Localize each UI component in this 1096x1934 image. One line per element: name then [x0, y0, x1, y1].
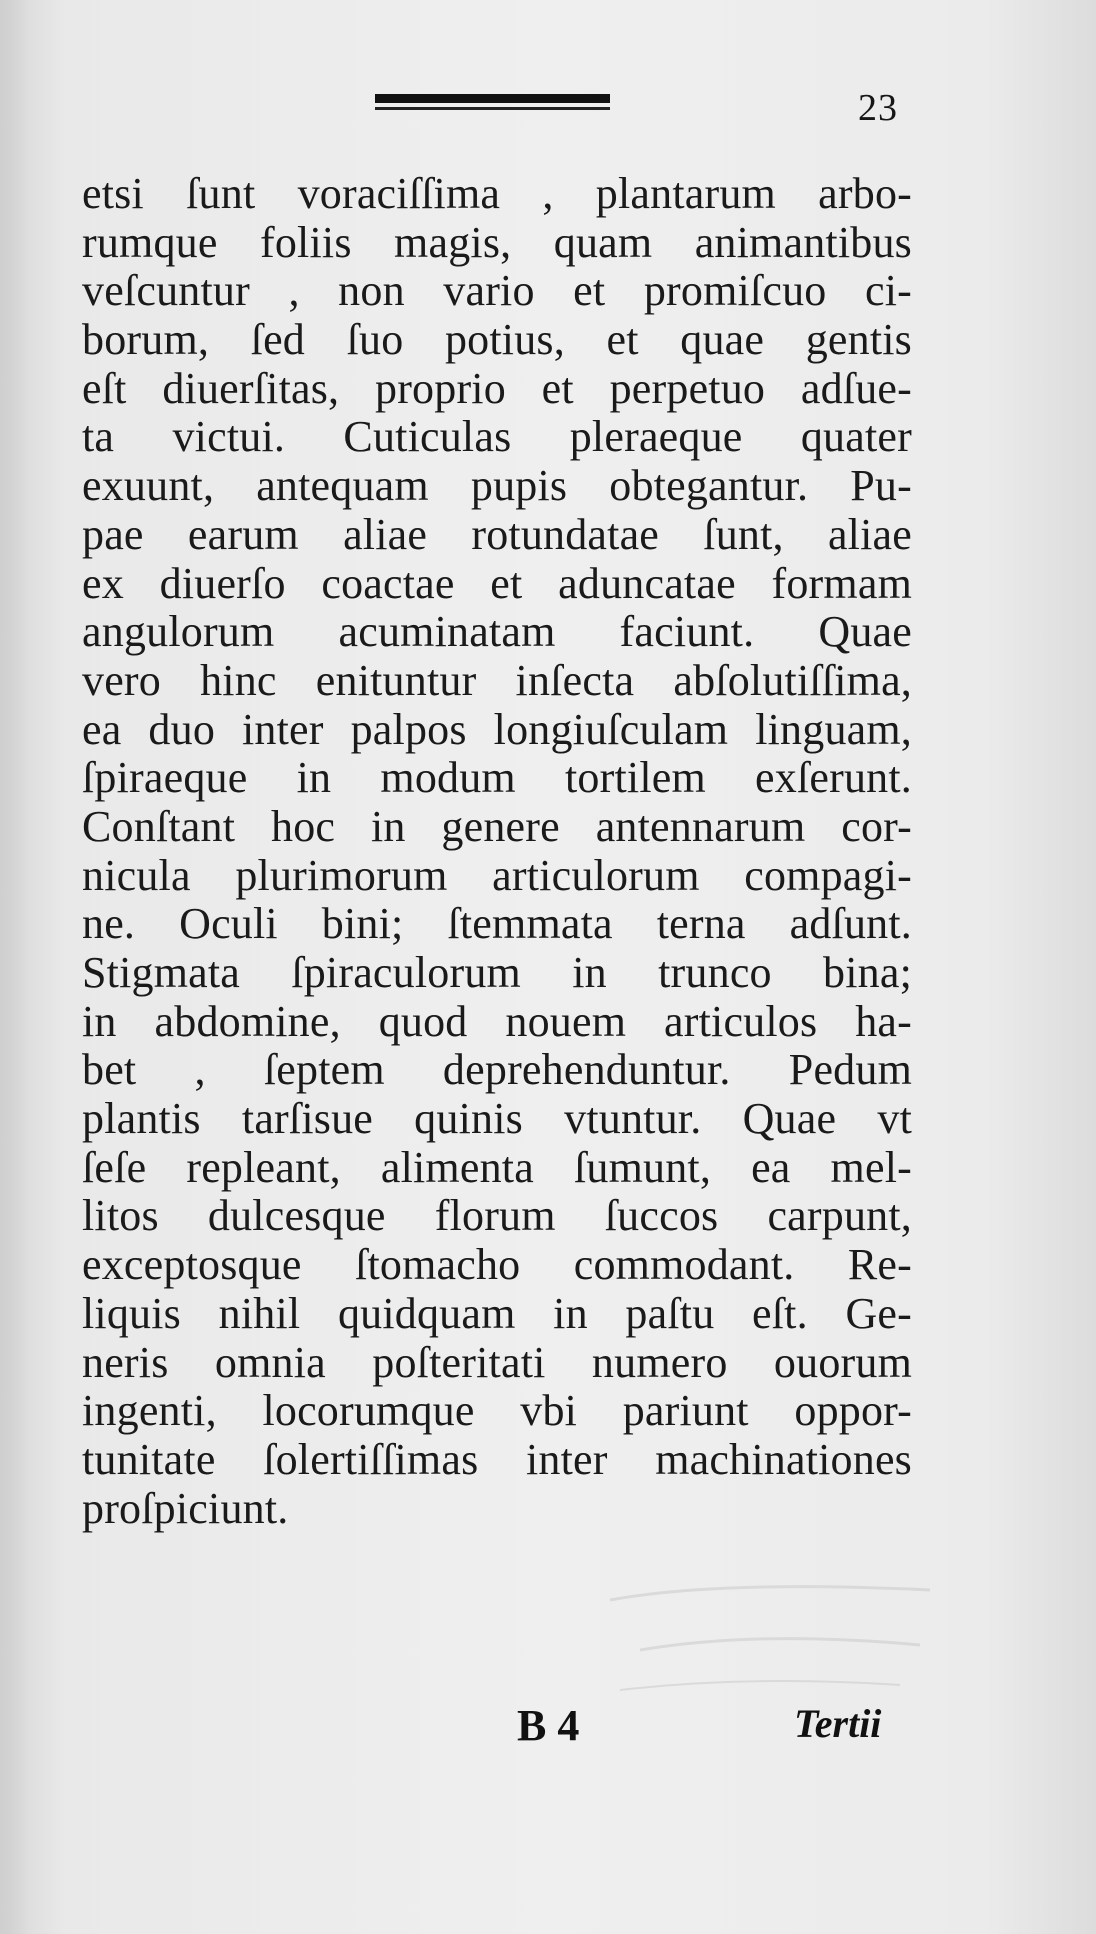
page-number: 23 — [858, 87, 898, 129]
text-line: litos dulcesque florum ſuccos carpunt, — [82, 1191, 912, 1241]
text-line: neris omnia poſteritati numero ouorum — [82, 1337, 912, 1387]
catchword: Tertii — [794, 1701, 882, 1746]
text-line: ne. Oculi bini; ſtemmata terna adſunt. — [82, 899, 912, 949]
body-text — [82, 170, 912, 1533]
text-line: plantis tarſisue quinis vtuntur. Quae vt — [82, 1094, 912, 1144]
text-line: Conſtant hoc in genere antennarum cor- — [82, 801, 912, 851]
ornament-thin-rule — [375, 107, 610, 110]
ornament-thick-rule — [375, 94, 610, 103]
text-line: ſeſe repleant, alimenta ſumunt, ea mel- — [82, 1142, 912, 1192]
text-line: veſcuntur , non vario et promiſcuo ci- — [82, 266, 912, 316]
header-ornament-rule — [375, 90, 610, 116]
text-line: ta victui. Cuticulas pleraeque quater — [82, 412, 912, 462]
text-line: etsi ſunt voraciſſima , plantarum arbo- — [82, 169, 912, 218]
text-line: Stigmata ſpiraculorum in trunco bina; — [82, 948, 912, 997]
text-line: vero hinc enituntur inſecta abſolutiſſima, — [82, 655, 912, 705]
signature-mark: B 4 — [517, 1701, 580, 1750]
text-line: liquis nihil quidquam in paſtu eſt. Ge- — [82, 1288, 912, 1338]
text-line: proſpiciunt. — [82, 1483, 289, 1533]
text-line: angulorum acuminatam faciunt. Quae — [82, 607, 912, 657]
text-line: tunitate ſolertiſſimas inter machinationes — [82, 1434, 912, 1484]
text-line: eſt diuerſitas, proprio et perpetuo adſue- — [82, 363, 912, 413]
text-line: ea duo inter palpos longiuſculam linguam, — [82, 704, 912, 754]
show-through-bleed — [600, 1560, 940, 1720]
text-line: pae earum aliae rotundatae ſunt, aliae — [82, 509, 912, 559]
text-line: exuunt, antequam pupis obtegantur. Pu- — [82, 461, 912, 511]
text-line: bet , ſeptem deprehenduntur. Pedum — [82, 1045, 912, 1095]
text-line: borum, ſed ſuo potius, et quae gentis — [82, 315, 912, 365]
text-line: ſpiraeque in modum tortilem exſerunt. — [82, 753, 912, 803]
text-line: ingenti, locorumque vbi pariunt oppor- — [82, 1386, 912, 1436]
text-line: exceptosque ſtomacho commodant. Re- — [82, 1240, 912, 1290]
page-gutter-shadow — [0, 0, 28, 1934]
text-line: ex diuerſo coactae et aduncatae formam — [82, 558, 912, 608]
text-line: nicula plurimorum articulorum compagi- — [82, 850, 912, 900]
text-line: rumque foliis magis, quam animantibus — [82, 217, 912, 267]
text-line: in abdomine, quod nouem articulos ha- — [82, 996, 912, 1046]
